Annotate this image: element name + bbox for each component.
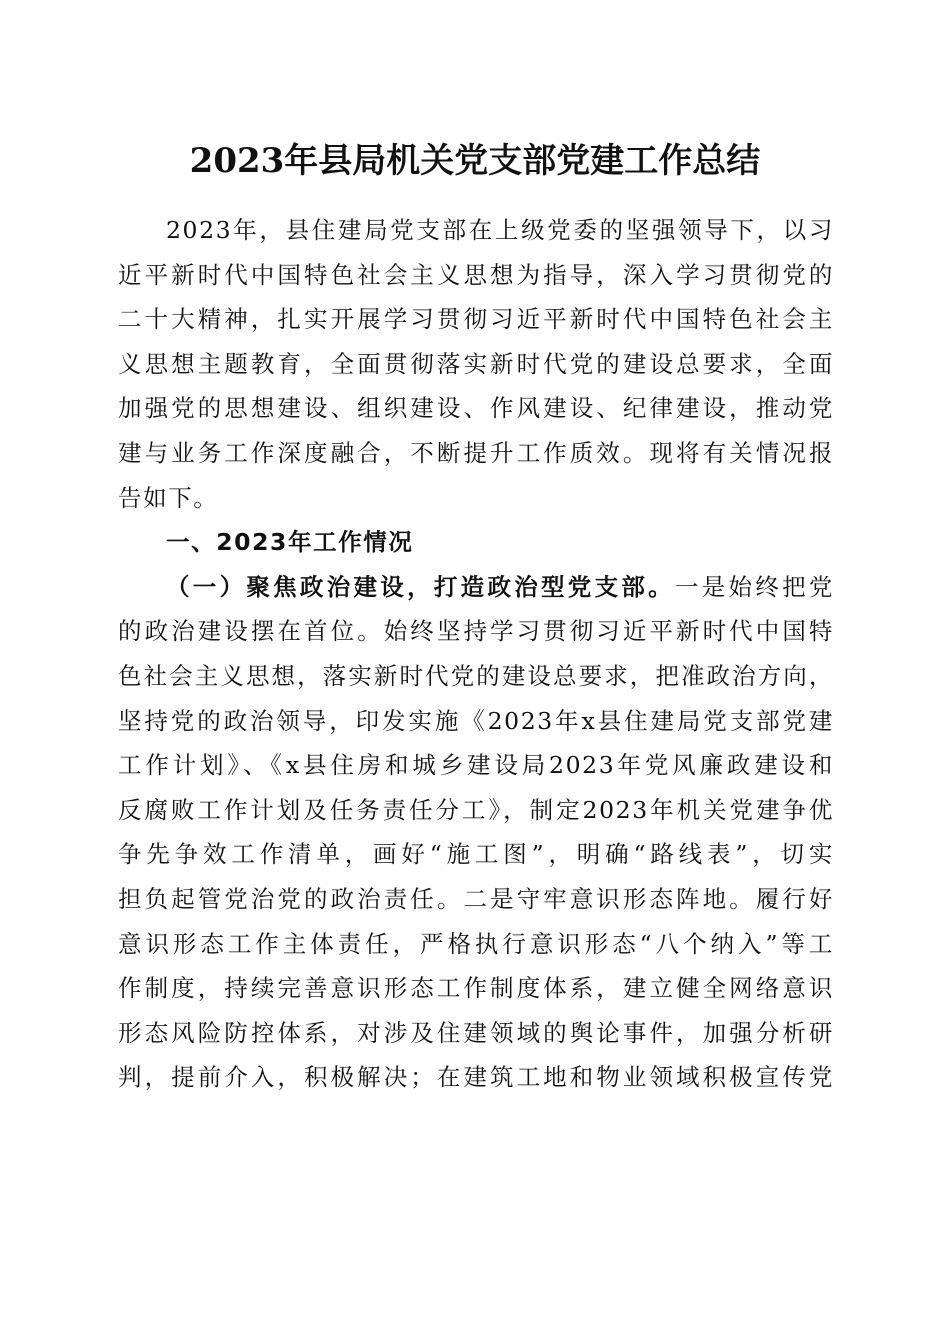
- paragraph-line: 建与业务工作深度融合，不断提升工作质效。现将有关情况报: [118, 438, 834, 467]
- paragraph-line: 义思想主题教育，全面贯彻落实新时代党的建设总要求，全面: [118, 349, 834, 378]
- paragraph-line: 担负起管党治党的政治责任。二是守牢意识形态阵地。履行好: [118, 884, 834, 913]
- paragraph-line: 二十大精神，扎实开展学习贯彻习近平新时代中国特色社会主: [118, 305, 834, 334]
- subsection-heading: （一）聚焦政治建设，打造政治型党支部。: [166, 572, 675, 601]
- paragraph-line: 工作计划》、《x县住房和城乡建设局2023年党风廉政建设和: [118, 751, 834, 780]
- paragraph-line: 加强党的思想建设、组织建设、作风建设、纪律建设，推动党: [118, 394, 834, 423]
- paragraph-line: 意识形态工作主体责任，严格执行意识形态“八个纳入”等工: [118, 929, 834, 958]
- paragraph-line: 色社会主义思想，落实新时代党的建设总要求，把准政治方向，: [118, 661, 834, 690]
- paragraph-line: 判，提前介入，积极解决；在建筑工地和物业领域积极宣传党: [118, 1063, 834, 1092]
- paragraph-line: 的政治建设摆在首位。始终坚持学习贯彻习近平新时代中国特: [118, 617, 834, 646]
- intro-paragraph: [118, 208, 834, 1100]
- paragraph-line: 作制度，持续完善意识形态工作制度体系，建立健全网络意识: [118, 974, 834, 1003]
- paragraph-line: 形态风险防控体系，对涉及住建领域的舆论事件，加强分析研: [118, 1018, 834, 1047]
- subsection-first-line-rest: 一是始终把党: [674, 572, 834, 601]
- paragraph-line: 争先争效工作清单，画好“施工图”，明确“路线表”，切实: [118, 840, 834, 869]
- document-title: 2023年县局机关党支部党建工作总结: [189, 141, 761, 181]
- paragraph-line: 2023年，县住建局党支部在上级党委的坚强领导下，以习: [166, 216, 834, 244]
- subsection-first-line: [118, 565, 834, 610]
- paragraph-line: 反腐败工作计划及任务责任分工》，制定2023年机关党建争优: [118, 795, 834, 824]
- paragraph-line: 近平新时代中国特色社会主义思想为指导，深入学习贯彻党的: [118, 260, 834, 289]
- paragraph-line: 坚持党的政治领导，印发实施《2023年x县住建局党支部党建: [118, 706, 834, 735]
- section-heading: 一、2023年工作情况: [166, 528, 414, 557]
- paragraph-line: 告如下。: [118, 483, 219, 512]
